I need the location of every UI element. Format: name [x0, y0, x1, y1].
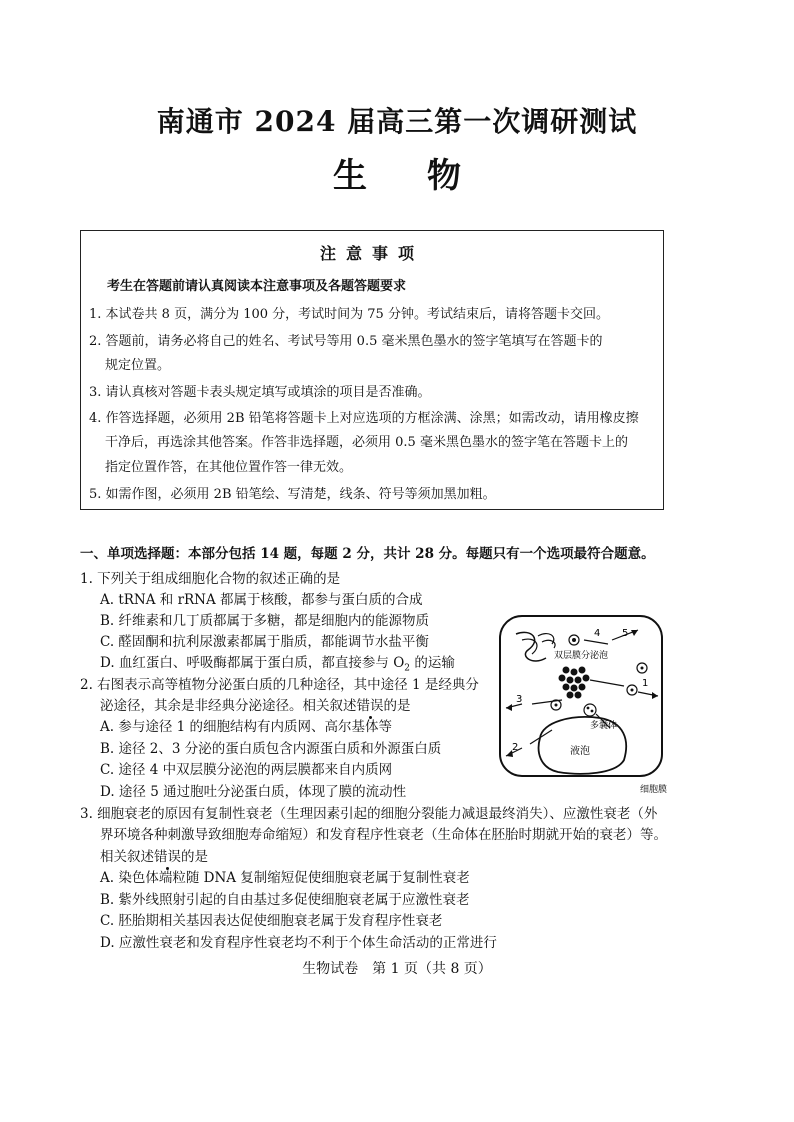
notice-item: 指定位置作答，在其他位置作答一律无效。	[105, 460, 353, 475]
q3-option-b: B. 紫外线照射引起的自由基过多促使细胞衰老属于应激性衰老	[100, 892, 470, 908]
q2-stem-line1: 2. 右图表示高等植物分泌蛋白质的几种途径，其中途径 1 是经典分	[80, 677, 479, 693]
q1-option-d-text: D. 血红蛋白、呼吸酶都属于蛋白质，都直接参与 O	[100, 655, 405, 671]
q2-option-b: B. 途径 2、3 分泌的蛋白质包含内源蛋白质和外源蛋白质	[100, 741, 442, 757]
page-footer: 生物试卷 第 1 页（共 8 页）	[302, 961, 492, 977]
q1-option-d	[100, 651, 455, 674]
path-5-label: 5	[622, 628, 629, 639]
q3-option-a: A. 染色体端粒随 DNA 复制缩短促使细胞衰老属于复制性衰老	[100, 870, 470, 886]
q3-stem-tail: 的是	[181, 849, 208, 865]
notice-item: 干净后，再选涂其他答案。作答非选择题，必须用 0.5 毫米黑色墨水的签字笔在答题卡上的	[105, 435, 628, 450]
notice-item: 3. 请认真核对答题卡表头规定填写或填涂的项目是否准确。	[89, 385, 431, 400]
q3-stem-line3	[100, 845, 208, 865]
notice-item: 2. 答题前，请务必将自己的姓名、考试号等用 0.5 毫米黑色墨水的签字笔填写在答题卡的	[89, 334, 603, 349]
label-membrane: 细胞膜	[640, 785, 668, 795]
multivesicular-cluster	[559, 667, 590, 699]
q2-option-d: D. 途径 5 通过胞吐分泌蛋白质，体现了膜的流动性	[100, 784, 407, 800]
q1-option-c: C. 醛固酮和抗利尿激素都属于脂质，都能调节水盐平衡	[100, 634, 429, 650]
notice-item: 规定位置。	[105, 358, 171, 373]
path-3-label: 3	[516, 694, 523, 705]
path-2-label: 2	[512, 742, 519, 753]
multivesicular-body-shape	[584, 704, 596, 716]
notice-item: 4. 作答选择题，必须用 2B 铅笔将答题卡上对应选项的方框涂满、涂黑；如需改动，请用橡皮擦	[89, 411, 639, 426]
label-vacuole: 液泡	[570, 746, 590, 757]
q3-stem-text: 相关叙述	[100, 849, 154, 865]
cell-secretion-figure	[492, 610, 676, 796]
q3-option-c: C. 胚胎期相关基因表达促使细胞衰老属于发育程序性衰老	[100, 913, 443, 929]
label-multivesicular: 多囊体	[590, 721, 618, 731]
path-1-label: 1	[642, 678, 649, 689]
q2-stem-tail: 的是	[383, 698, 411, 714]
er-shape	[516, 632, 546, 661]
notice-box	[80, 230, 664, 510]
notice-heading: 注意事项	[319, 244, 424, 263]
path-4-label: 4	[594, 628, 601, 639]
golgi-shape	[538, 634, 554, 644]
q3-emphasis: 错误	[154, 849, 181, 865]
notice-item: 1. 本试卷共 8 页，满分为 100 分，考试时间为 75 分钟。考试结束后，请将答题卡交回。	[89, 307, 609, 322]
q1-stem: 1. 下列关于组成细胞化合物的叙述正确的是	[80, 571, 341, 587]
q2-emphasis: 错误	[356, 698, 384, 714]
q3-stem-line2: 界环境各种刺激导致细胞寿命缩短）和发育程序性衰老（生命体在胚胎时期就开始的衰老）等。	[100, 827, 667, 843]
exam-title: 南通市 2024 届高三第一次调研测试	[156, 105, 638, 138]
q3-option-d: D. 应激性衰老和发育程序性衰老均不利于个体生命活动的正常进行	[100, 935, 497, 951]
subject-title: 生物	[333, 156, 521, 196]
q2-stem-line2	[100, 694, 411, 714]
notice-intro: 考生在答题前请认真阅读本注意事项及各题答题要求	[107, 279, 407, 294]
q1-option-b: B. 纤维素和几丁质都属于多糖，都是细胞内的能源物质	[100, 613, 430, 629]
q2-option-a: A. 参与途径 1 的细胞结构有内质网、高尔基体等	[100, 719, 393, 735]
section-heading: 一、单项选择题：本部分包括 14 题，每题 2 分，共计 28 分。每题只有一个选项最符合题意。	[80, 546, 655, 562]
notice-item: 5. 如需作图，必须用 2B 铅笔绘、写清楚，线条、符号等须加黑加粗。	[89, 487, 496, 502]
q2-option-c: C. 途径 4 中双层膜分泌泡的两层膜都来自内质网	[100, 762, 393, 778]
q2-stem-text: 泌途径，其余是非经典分泌途径。相关叙述	[100, 698, 357, 714]
q1-option-d-tail: 的运输	[410, 655, 455, 671]
q1-option-a: A. tRNA 和 rRNA 都属于核酸，都参与蛋白质的合成	[100, 592, 423, 608]
q1-option-d-sub: 2	[404, 663, 411, 674]
label-double-vesicle: 双层膜分泌泡	[554, 651, 609, 661]
q3-stem-line1: 3. 细胞衰老的原因有复制性衰老（生理因素引起的细胞分裂能力减退最终消失）、应激性衰老（外	[80, 806, 658, 822]
